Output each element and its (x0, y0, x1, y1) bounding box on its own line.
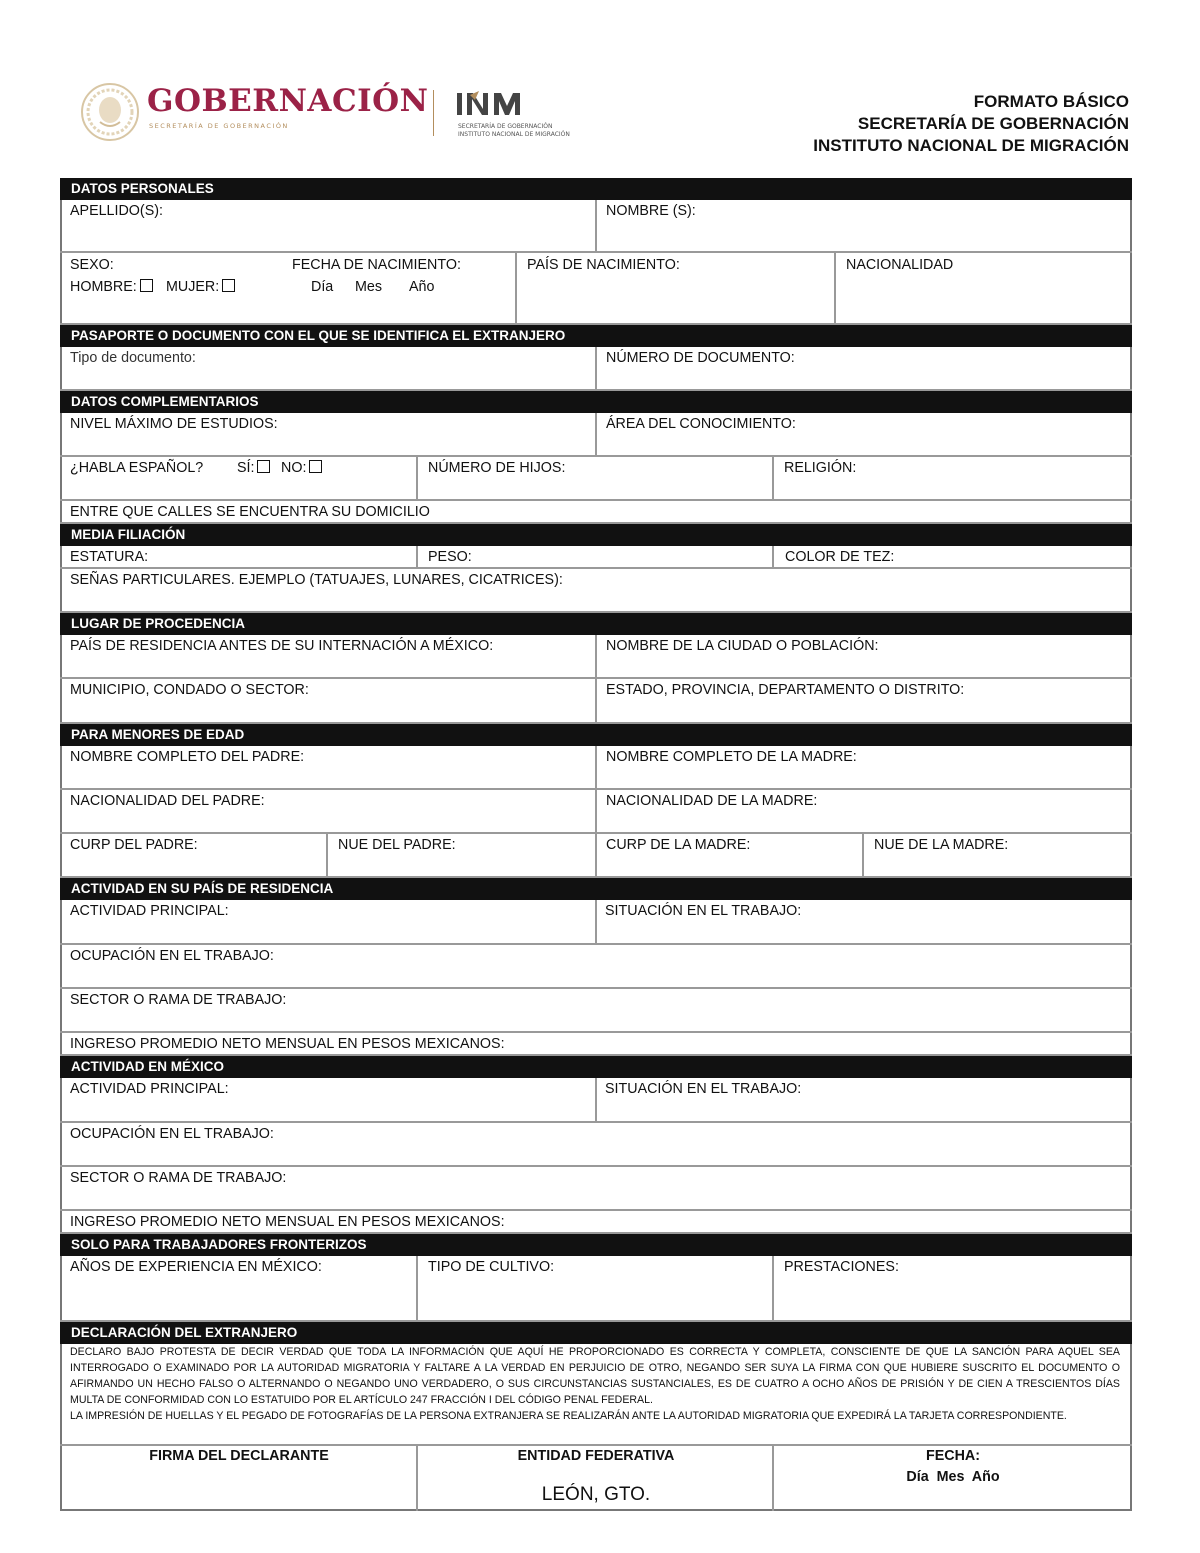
label-mx-ingreso: INGRESO PROMEDIO NETO MENSUAL EN PESOS MEXICANOS: (70, 1214, 505, 1230)
checkbox-no[interactable] (309, 460, 322, 473)
label-nombre: NOMBRE (S): (606, 203, 696, 219)
inm-sub-line-2: INSTITUTO NACIONAL DE MIGRACIÓN (458, 130, 570, 138)
label-nacionalidad: NACIONALIDAD (846, 257, 954, 273)
label-curp-madre: CURP DE LA MADRE: (606, 837, 751, 853)
label-fecha: FECHA: (925, 1448, 980, 1464)
label-fecha-nacimiento: FECHA DE NACIMIENTO: (292, 257, 461, 273)
section-header-origin: LUGAR DE PROCEDENCIA (60, 613, 1132, 635)
label-entidad: ENTIDAD FEDERATIVA (517, 1448, 675, 1464)
label-nue-padre: NUE DEL PADRE: (338, 837, 456, 853)
declaration-paragraph-2: LA IMPRESIÓN DE HUELLAS Y EL PEGADO DE FOTOGRAFÍAS DE LA PERSONA EXTRANJERA SE REALIZARÁN ANTE LA AUTORIDAD MIGRATORIA QUE EXPEDIRÁ LA TARJETA CORRESPONDIENTE. (70, 1410, 1067, 1422)
label-hombre-text: HOMBRE: (70, 279, 137, 295)
label-tipo-documento: Tipo de documento: (70, 350, 196, 366)
document-title (813, 91, 1129, 157)
page-header (0, 0, 1200, 176)
inm-logo-icon (457, 91, 537, 117)
label-senas: SEÑAS PARTICULARES. EJEMPLO (TATUAJES, LUNARES, CICATRICES): (70, 572, 563, 588)
label-ciudad: NOMBRE DE LA CIUDAD O POBLACIÓN: (606, 638, 879, 654)
label-mx-actividad: ACTIVIDAD PRINCIPAL: (70, 1081, 229, 1097)
declaration-paragraph-1: DECLARO BAJO PROTESTA DE DECIR VERDAD QUE TODA LA INFORMACIÓN QUE AQUÍ HE PROPORCIONADO ES CORRECTA Y COMPLETA, CONSCIENTE DE QUE LA SANCIÓN PARA AQUEL SEA INTERROGADO O EXAMINADO POR LA AUTORIDAD MIGRATORIA Y FALTARE A LA VERDAD EN PERJUICIO DE OTRO, NEGANDO SER SUYA LA FIRMA CON QUE HUBIERE SUSCRITO EL DOCUMENTO O AFIRMANDO UN HECHO FALSO O ALTERNANDO O NEGANDO UNO VERDADERO, O SUS CIRCUNSTANCIAS SUSTANCIALES, ES DE CUATRO A OCHO AÑOS DE PRISIÓN Y DE CIEN A TRESCIENTOS DÍAS MULTA DE CONFORMIDAD CON LO ESTATUIDO POR EL ARTÍCULO 247 FRACCIÓN I DEL CÓDIGO PENAL FEDERAL. (70, 1346, 1120, 1406)
label-numero-documento: NÚMERO DE DOCUMENTO: (606, 350, 795, 366)
label-prestaciones: PRESTACIONES: (784, 1259, 899, 1275)
section-header-complementary: DATOS COMPLEMENTARIOS (60, 391, 1132, 413)
label-tipo-cultivo: TIPO DE CULTIVO: (428, 1259, 555, 1275)
label-hombre (70, 279, 153, 295)
label-nac-padre: NACIONALIDAD DEL PADRE: (70, 793, 265, 809)
value-entidad: LEÓN, GTO. (541, 1484, 651, 1505)
section-header-activity-home: ACTIVIDAD EN SU PAÍS DE RESIDENCIA (60, 878, 1132, 900)
label-nac-madre: NACIONALIDAD DE LA MADRE: (606, 793, 818, 809)
section-header-filiation: MEDIA FILIACIÓN (60, 524, 1132, 546)
section-header-activity-mexico: ACTIVIDAD EN MÉXICO (60, 1056, 1132, 1078)
label-numero-hijos: NÚMERO DE HIJOS: (428, 460, 566, 476)
label-municipio: MUNICIPIO, CONDADO O SECTOR: (70, 682, 309, 698)
inm-logo-subtitle (458, 123, 570, 138)
label-home-ocupacion: OCUPACIÓN EN EL TRABAJO: (70, 948, 274, 964)
checkbox-hombre[interactable] (140, 279, 153, 292)
label-home-ingreso: INGRESO PROMEDIO NETO MENSUAL EN PESOS MEXICANOS: (70, 1036, 505, 1052)
label-anio: Año (409, 279, 435, 295)
inm-sub-line-1: SECRETARÍA DE GOBERNACIÓN (458, 123, 553, 130)
label-habla-espanol: ¿HABLA ESPAÑOL? (70, 460, 204, 476)
label-padre: NOMBRE COMPLETO DEL PADRE: (70, 749, 305, 765)
label-area-conocimiento: ÁREA DEL CONOCIMIENTO: (606, 416, 796, 432)
section-header-personal: DATOS PERSONALES (60, 178, 1132, 200)
label-no-text: NO: (281, 460, 307, 476)
gobernacion-logo-subtitle: SECRETARÍA DE GOBERNACIÓN (149, 122, 289, 130)
doc-title-line-1: FORMATO BÁSICO (973, 92, 1129, 111)
label-pais-residencia: PAÍS DE RESIDENCIA ANTES DE SU INTERNACIÓN A MÉXICO: (70, 638, 494, 654)
label-calles: ENTRE QUE CALLES SE ENCUENTRA SU DOMICILIO (70, 504, 430, 520)
label-no (281, 460, 322, 476)
gobernacion-logo-text: GOBERNACIÓN (147, 83, 429, 119)
label-nivel-estudios: NIVEL MÁXIMO DE ESTUDIOS: (70, 416, 278, 432)
declaration-text (70, 1344, 1120, 1424)
label-mx-sector: SECTOR O RAMA DE TRABAJO: (70, 1170, 287, 1186)
label-religion: RELIGIÓN: (784, 460, 857, 476)
label-curp-padre: CURP DEL PADRE: (70, 837, 198, 853)
label-estatura: ESTATURA: (70, 549, 149, 565)
doc-title-line-3: INSTITUTO NACIONAL DE MIGRACIÓN (813, 136, 1129, 155)
label-mx-situacion: SITUACIÓN EN EL TRABAJO: (605, 1081, 802, 1097)
checkbox-mujer[interactable] (222, 279, 235, 292)
label-home-situacion: SITUACIÓN EN EL TRABAJO: (605, 903, 802, 919)
section-header-minors: PARA MENORES DE EDAD (60, 724, 1132, 746)
label-home-sector: SECTOR O RAMA DE TRABAJO: (70, 992, 287, 1008)
doc-title-line-2: SECRETARÍA DE GOBERNACIÓN (857, 114, 1129, 133)
label-mujer-text: MUJER: (166, 279, 220, 295)
label-si (237, 460, 270, 476)
mexico-seal-icon (80, 82, 140, 142)
label-fecha-format: Día Mes Año (906, 1469, 1000, 1485)
label-madre: NOMBRE COMPLETO DE LA MADRE: (606, 749, 857, 765)
label-nue-madre: NUE DE LA MADRE: (874, 837, 1009, 853)
label-color-tez: COLOR DE TEZ: (785, 549, 895, 565)
section-header-declaration: DECLARACIÓN DEL EXTRANJERO (60, 1322, 1132, 1344)
label-apellidos: APELLIDO(S): (70, 203, 163, 219)
label-sexo: SEXO: (70, 257, 114, 273)
section-header-border: SOLO PARA TRABAJADORES FRONTERIZOS (60, 1234, 1132, 1256)
label-si-text: SÍ: (237, 460, 255, 476)
label-mujer (166, 279, 235, 295)
label-pais-nacimiento: PAÍS DE NACIMIENTO: (527, 257, 680, 273)
label-mx-ocupacion: OCUPACIÓN EN EL TRABAJO: (70, 1126, 274, 1142)
checkbox-si[interactable] (257, 460, 270, 473)
section-header-passport: PASAPORTE O DOCUMENTO CON EL QUE SE IDENTIFICA EL EXTRANJERO (60, 325, 1132, 347)
label-home-actividad: ACTIVIDAD PRINCIPAL: (70, 903, 229, 919)
label-anios-experiencia: AÑOS DE EXPERIENCIA EN MÉXICO: (70, 1259, 322, 1275)
label-peso: PESO: (428, 549, 472, 565)
label-estado: ESTADO, PROVINCIA, DEPARTAMENTO O DISTRITO: (606, 682, 965, 698)
label-dia: Día (311, 279, 334, 295)
label-firma: FIRMA DEL DECLARANTE (149, 1448, 329, 1464)
logo-divider (433, 90, 434, 136)
label-mes: Mes (355, 279, 383, 295)
